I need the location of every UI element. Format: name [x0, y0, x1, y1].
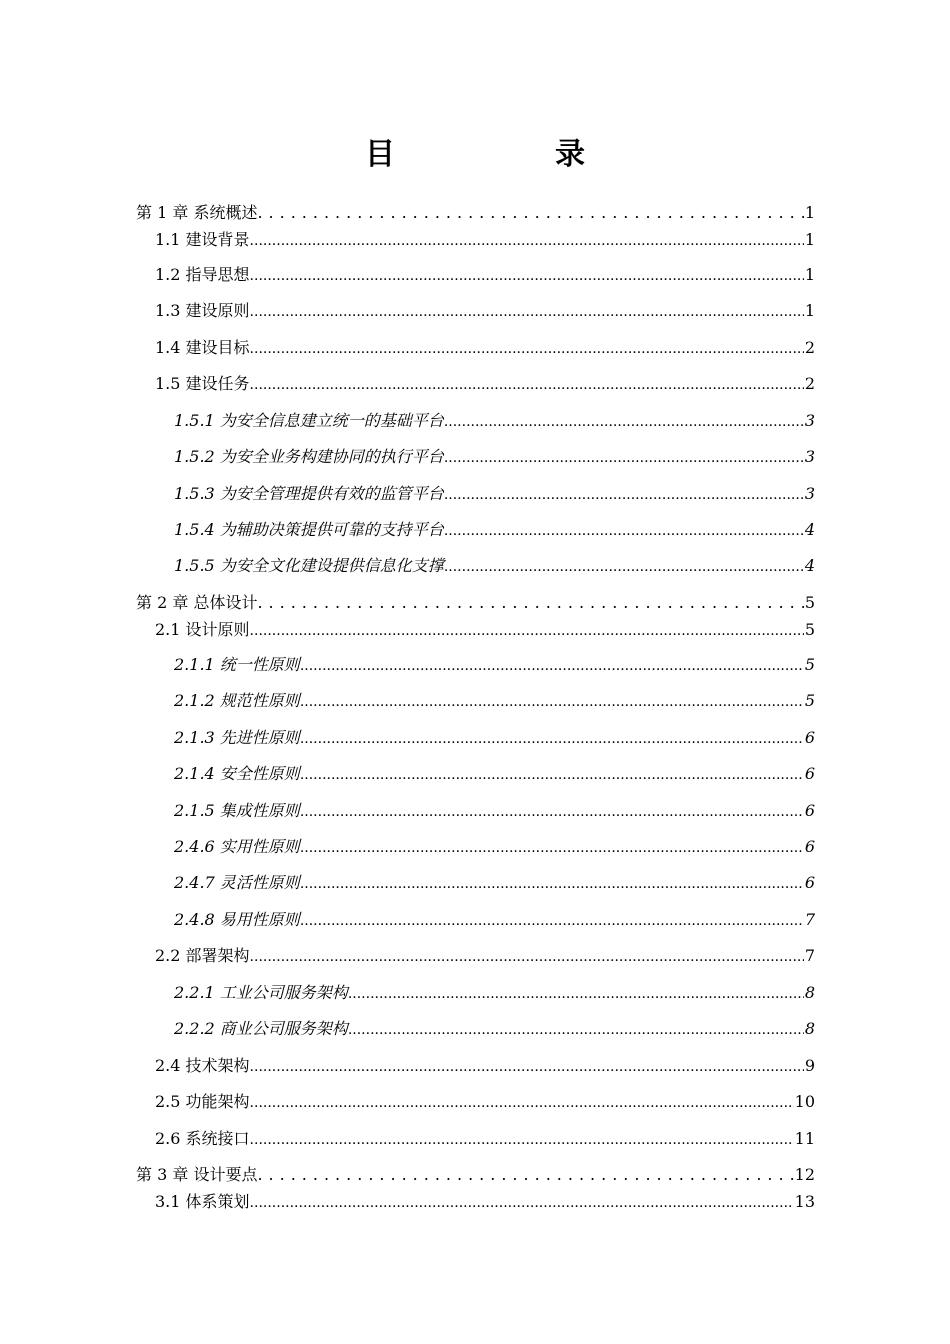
toc-entry-label: 2.4.8 易用性原则 [174, 910, 300, 929]
toc-leader-dots [250, 1091, 794, 1114]
toc-page-number: 10 [794, 1092, 815, 1111]
toc-leader-dots [257, 591, 803, 615]
toc-leader-dots [300, 690, 804, 713]
toc-title-char-1: 目 [365, 137, 395, 172]
toc-entry-label: 3.1 体系策划 [155, 1192, 250, 1211]
toc-page-number: 8 [804, 1019, 815, 1038]
toc-entry-label: 2.6 系统接口 [155, 1129, 250, 1148]
toc-leader-dots [300, 909, 804, 932]
toc-entry[interactable] [174, 908, 815, 932]
toc-page-number: 5 [804, 655, 815, 674]
toc-page-number: 4 [804, 520, 815, 539]
toc-entry-label: 2.1.3 先进性原则 [174, 728, 300, 747]
toc-leader-dots [300, 872, 804, 895]
toc-entry[interactable] [136, 1163, 815, 1187]
toc-entry[interactable] [174, 726, 815, 750]
toc-entry-label: 2.2.2 商业公司服务架构 [174, 1019, 348, 1038]
toc-leader-dots [250, 337, 804, 360]
toc-page-number: 6 [804, 837, 815, 856]
toc-entry[interactable] [155, 372, 815, 396]
toc-entry[interactable] [174, 554, 815, 578]
toc-leader-dots [444, 410, 804, 433]
toc-entry[interactable] [174, 1017, 815, 1041]
toc-entry-label: 2.1.5 集成性原则 [174, 801, 300, 820]
toc-page-number: 11 [794, 1129, 815, 1148]
toc-entry-label: 第 2 章 总体设计 [136, 593, 258, 612]
toc-entry[interactable] [174, 653, 815, 677]
toc-entry[interactable] [155, 299, 815, 323]
toc-entry[interactable] [174, 445, 815, 469]
toc-entry[interactable] [174, 409, 815, 433]
toc-page-number: 7 [804, 910, 815, 929]
toc-page-number: 2 [804, 374, 815, 393]
toc-entry-label: 1.5.3 为安全管理提供有效的监管平台 [174, 484, 444, 503]
toc-entry-label: 第 1 章 系统概述 [136, 203, 258, 222]
toc-leader-dots [444, 555, 804, 578]
toc-entry[interactable] [174, 518, 815, 542]
toc-leader-dots [444, 519, 804, 542]
toc-page-number: 9 [804, 1056, 815, 1075]
toc-entry-label: 1.5.2 为安全业务构建协同的执行平台 [174, 447, 444, 466]
toc-leader-dots [300, 727, 804, 750]
toc-page-number: 1 [804, 265, 815, 284]
toc-leader-dots [250, 1055, 804, 1078]
toc-leader-dots [250, 945, 804, 968]
toc-entry[interactable] [155, 336, 815, 360]
toc-entry-label: 2.2.1 工业公司服务架构 [174, 983, 348, 1002]
toc-leader-dots [250, 373, 804, 396]
toc-page-number: 3 [804, 447, 815, 466]
toc-entry[interactable] [155, 1127, 815, 1151]
toc-leader-dots [250, 264, 804, 287]
toc-entry[interactable] [136, 201, 815, 225]
toc-entry[interactable] [174, 799, 815, 823]
toc-entry[interactable] [155, 1090, 815, 1114]
toc-page-number: 3 [804, 411, 815, 430]
toc-leader-dots [348, 1018, 804, 1041]
toc-leader-dots [250, 1191, 794, 1214]
toc-entry-label: 1.5.1 为安全信息建立统一的基础平台 [174, 411, 444, 430]
toc-page-number: 12 [794, 1165, 815, 1184]
toc-entry-label: 1.3 建设原则 [155, 301, 250, 320]
toc-entry[interactable] [155, 618, 815, 642]
toc-entry-label: 2.2 部署架构 [155, 946, 250, 965]
toc-entry[interactable] [155, 1054, 815, 1078]
toc-entry-label: 1.2 指导思想 [155, 265, 250, 284]
toc-entry[interactable] [155, 1190, 815, 1214]
toc-entry[interactable] [155, 228, 815, 252]
toc-entry-label: 2.1.2 规范性原则 [174, 691, 300, 710]
toc-leader-dots [348, 982, 804, 1005]
toc-entry-label: 2.4 技术架构 [155, 1056, 250, 1075]
toc-page-number: 6 [804, 764, 815, 783]
toc-entry[interactable] [174, 981, 815, 1005]
toc-leader-dots [250, 619, 804, 642]
toc-entry[interactable] [174, 762, 815, 786]
toc-entry-label: 1.5.5 为安全文化建设提供信息化支撑 [174, 556, 444, 575]
toc-leader-dots [250, 1128, 794, 1151]
toc-page-number: 5 [804, 620, 815, 639]
toc-page-number: 3 [804, 484, 815, 503]
toc-entry-label: 2.1.1 统一性原则 [174, 655, 300, 674]
toc-page-number: 6 [804, 801, 815, 820]
toc-page-number: 2 [804, 338, 815, 357]
toc-leader-dots [444, 483, 804, 506]
toc-leader-dots [257, 201, 803, 225]
toc-page-number: 5 [804, 691, 815, 710]
toc-entry-label: 第 3 章 设计要点 [136, 1165, 258, 1184]
toc-leader-dots [300, 800, 804, 823]
toc-page-number: 6 [804, 873, 815, 892]
toc-entry[interactable] [136, 591, 815, 615]
toc-entry-label: 2.1.4 安全性原则 [174, 764, 300, 783]
toc-entry[interactable] [155, 944, 815, 968]
toc-entry-label: 2.4.6 实用性原则 [174, 837, 300, 856]
toc-leader-dots [444, 446, 804, 469]
toc-page-number: 13 [794, 1192, 815, 1211]
toc-leader-dots [300, 763, 804, 786]
toc-leader-dots [250, 300, 804, 323]
toc-entry-label: 1.5.4 为辅助决策提供可靠的支持平台 [174, 520, 444, 539]
toc-title-char-2: 录 [555, 137, 585, 172]
toc-entry-label: 1.4 建设目标 [155, 338, 250, 357]
toc-entry[interactable] [174, 689, 815, 713]
toc-entry-label: 1.1 建设背景 [155, 230, 250, 249]
toc-page-number: 8 [804, 983, 815, 1002]
toc-page-number: 4 [804, 556, 815, 575]
toc-entry-label: 2.1 设计原则 [155, 620, 250, 639]
toc-entry[interactable] [174, 871, 815, 895]
toc-page-number: 5 [804, 593, 815, 612]
toc-page-number: 7 [804, 946, 815, 965]
toc-page-number: 6 [804, 728, 815, 747]
toc-page-number: 1 [804, 230, 815, 249]
toc-leader-dots [300, 654, 804, 677]
toc-entry-label: 2.4.7 灵活性原则 [174, 873, 300, 892]
toc-entry-label: 2.5 功能架构 [155, 1092, 250, 1111]
toc-page-number: 1 [804, 301, 815, 320]
toc-entry-label: 1.5 建设任务 [155, 374, 250, 393]
toc-entry[interactable] [155, 263, 815, 287]
toc-leader-dots [250, 229, 804, 252]
toc-entry[interactable] [174, 482, 815, 506]
toc-leader-dots [300, 836, 804, 859]
toc-leader-dots [257, 1163, 793, 1187]
toc-page-number: 1 [804, 203, 815, 222]
toc-entry[interactable] [174, 835, 815, 859]
